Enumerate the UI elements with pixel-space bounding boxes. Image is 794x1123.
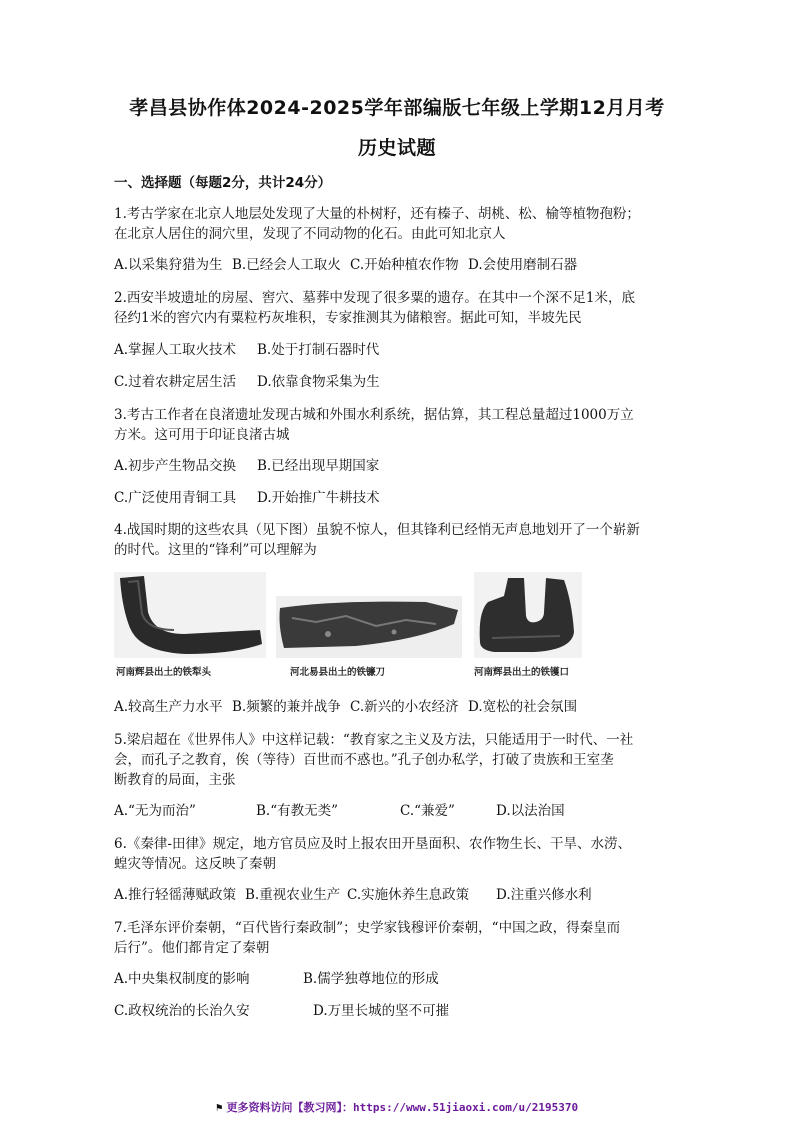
option-b: B.频繁的兼并战争	[232, 699, 341, 715]
page-title: 孝昌县协作体2024-2025学年部编版七年级上学期12月月考	[129, 97, 665, 119]
option-d: D.以法治国	[496, 803, 565, 819]
option-b: B.已经会人工取火	[232, 257, 341, 273]
iron-tools-figure	[114, 570, 584, 688]
footer-link[interactable]	[0, 1099, 794, 1115]
option-c: C.开始种植农作物	[350, 257, 459, 273]
option-c: C.新兴的小农经济	[350, 699, 459, 715]
option-d: D.开始推广牛耕技术	[257, 490, 380, 506]
option-b: B.已经出现早期国家	[257, 458, 380, 474]
question-5-line-1: 5.梁启超在《世界伟人》中这样记载：“教育家之主义及方法，只能适用于一时代、一社	[114, 732, 634, 748]
footer-text[interactable]: 更多资料访问【教习网】：https://www.51jiaoxi.com/u/2195370	[226, 1101, 579, 1114]
figure-caption-1: 河南辉县出土的铁犁头	[116, 667, 212, 678]
question-2-line-2: 径约1米的窖穴内有粟粒朽灰堆积，专家推测其为储粮窖。据此可知，半坡先民	[114, 310, 582, 326]
question-5-line-3: 断教育的局面，主张	[114, 772, 236, 788]
figure-caption-2: 河北易县出土的铁镰刀	[290, 667, 386, 678]
question-2-line-1: 2.西安半坡遗址的房屋、窖穴、墓葬中发现了很多粟的遗存。在其中一个深不足1米，底	[114, 290, 635, 306]
section-heading: 一、选择题（每题2分，共计24分）	[114, 175, 332, 191]
question-3-line-2: 方米。这可用于印证良渚古城	[114, 427, 290, 443]
option-d: D.宽松的社会氛围	[468, 699, 578, 715]
option-a: A.“无为而治”	[114, 803, 196, 819]
option-a: A.以采集狩猎为生	[114, 257, 223, 273]
page-subtitle: 历史试题	[357, 137, 436, 159]
option-a: A.推行轻徭薄赋政策	[114, 887, 237, 903]
figure-caption-3: 河南辉县出土的铁镬口	[474, 667, 570, 678]
question-6-line-2: 蝗灾等情况。这反映了秦朝	[114, 856, 276, 872]
question-7-line-1: 7.毛泽东评价秦朝，“百代皆行秦政制”；史学家钱穆评价秦朝，“中国之政，得秦皇而	[114, 920, 621, 936]
question-1-line-1: 1.考古学家在北京人地层处发现了大量的朴树籽，还有榛子、胡桃、松、榆等植物孢粉；	[114, 206, 640, 222]
question-1-line-2: 在北京人居住的洞穴里，发现了不同动物的化石。由此可知北京人	[114, 226, 506, 242]
option-c: C.政权统治的长治久安	[114, 1003, 250, 1019]
option-d: D.万里长城的坚不可摧	[313, 1003, 450, 1019]
question-6-line-1: 6.《秦律-田律》规定，地方官员应及时上报农田开垦面积、农作物生长、干旱、水涝、	[114, 836, 631, 852]
option-c: C.实施休养生息政策	[347, 887, 470, 903]
option-a: A.掌握人工取火技术	[114, 342, 237, 358]
option-c: C.“兼爱”	[400, 803, 455, 819]
option-a: A.较高生产力水平	[114, 699, 223, 715]
question-5-line-2: 会，而孔子之教育，俟（等待）百世而不惑也。”孔子创办私学，打破了贵族和王室垄	[114, 752, 614, 768]
option-b: B.处于打制石器时代	[257, 342, 380, 358]
option-d: D.依靠食物采集为生	[257, 374, 380, 390]
option-a: A.中央集权制度的影响	[114, 971, 250, 987]
option-d: D.会使用磨制石器	[468, 257, 578, 273]
question-4-line-2: 的时代。这里的“锋利”可以理解为	[114, 542, 317, 558]
question-4-line-1: 4.战国时期的这些农具（见下图）虽貌不惊人，但其锋利已经悄无声息地划开了一个崭新	[114, 522, 640, 538]
option-a: A.初步产生物品交换	[114, 458, 237, 474]
question-3-line-1: 3.考古工作者在良渚遗址发现古城和外围水利系统，据估算，其工程总量超过1000万立	[114, 407, 634, 423]
option-b: B.“有教无类”	[256, 803, 339, 819]
question-7-line-2: 后行”。他们都肯定了秦朝	[114, 940, 270, 956]
flag-icon: ⚑	[215, 1101, 223, 1114]
option-d: D.注重兴修水利	[496, 887, 592, 903]
option-b: B.重视农业生产	[245, 887, 341, 903]
iron-plough-head-image	[114, 572, 266, 658]
option-c: C.过着农耕定居生活	[114, 374, 237, 390]
iron-sickle-image	[276, 596, 462, 658]
iron-hoe-image	[474, 572, 582, 658]
option-c: C.广泛使用青铜工具	[114, 490, 237, 506]
option-b: B.儒学独尊地位的形成	[303, 971, 439, 987]
